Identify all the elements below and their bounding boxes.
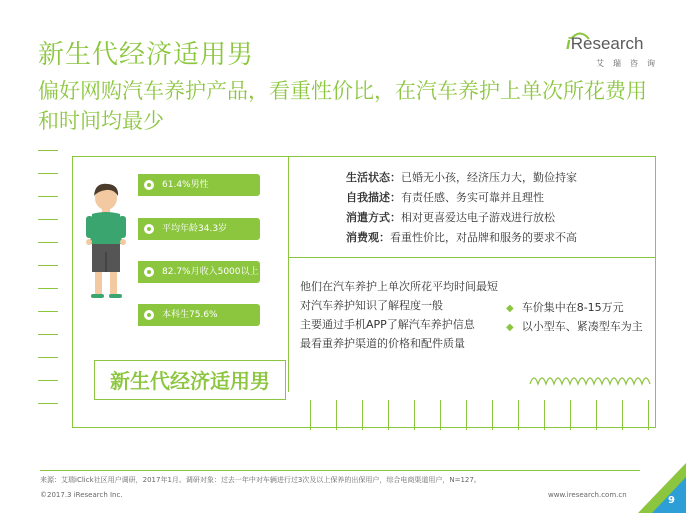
- stat-pill-gender: 61.4%男性: [138, 174, 260, 196]
- iresearch-logo: [566, 30, 662, 80]
- bullet-dot-icon: [144, 180, 154, 190]
- left-tick-decoration: [38, 150, 58, 426]
- vertical-lines-decoration: [310, 400, 650, 430]
- page-title: 新生代经济适用男: [38, 40, 255, 70]
- page-subtitle: 偏好网购汽车养护产品，看重性价比，在汽车养护上单次所花费用和时间均最少: [38, 79, 647, 133]
- corner-decoration: [638, 463, 686, 513]
- stat-pill-education: 本科生75.6%: [138, 304, 260, 326]
- attribute-row: 消遣方式：相对更喜爱达电子游戏进行放松: [346, 211, 555, 224]
- behavior-line: 对汽车养护知识了解程度一般: [300, 299, 443, 312]
- bullet-dot-icon: [144, 310, 154, 320]
- stat-pill-age: 平均年龄34.3岁: [138, 218, 260, 240]
- footer-divider: [40, 470, 640, 471]
- logo-subtext: 艾瑞咨询: [596, 59, 664, 68]
- bullet-dot-icon: [144, 267, 154, 277]
- website-url: www.iresearch.com.cn: [548, 491, 627, 499]
- frame-divider-horizontal: [288, 257, 656, 258]
- source-note: 来源：艾瑞iClick社区用户调研，2017年1月。调研对象：过去一年中对车辆进行过3次及以上保养的出保用户，综合电商渠道用户，N=127。: [40, 476, 481, 484]
- person-illustration: [84, 180, 128, 304]
- attribute-row: 消费观：看重性价比，对品牌和服务的要求不高: [346, 231, 577, 244]
- behavior-line: 主要通过手机APP了解汽车养护信息: [300, 318, 475, 331]
- stat-pill-income: 82.7%月收入5000以上: [138, 261, 260, 283]
- logo-text: iResearch: [566, 34, 644, 53]
- profile-label: 新生代经济适用男: [94, 360, 286, 400]
- car-bullet: ◆ 车价集中在8-15万元: [506, 301, 624, 314]
- page-number: 9: [668, 495, 675, 506]
- attribute-row: 自我描述：有责任感、务实可靠并且理性: [346, 191, 544, 204]
- copyright: ©2017.3 iResearch Inc.: [40, 491, 123, 499]
- diamond-icon: ◆: [506, 322, 514, 333]
- car-bullet: ◆ 以小型车、紧凑型车为主: [506, 320, 643, 333]
- wave-decoration: [528, 372, 652, 386]
- attribute-row: 生活状态：已婚无小孩，经济压力大，勤俭持家: [346, 171, 577, 184]
- diamond-icon: ◆: [506, 303, 514, 314]
- behavior-line: 他们在汽车养护上单次所花平均时间最短: [300, 280, 498, 293]
- frame-divider-vertical: [288, 156, 289, 392]
- behavior-line: 最看重养护渠道的价格和配件质量: [300, 337, 465, 350]
- bullet-dot-icon: [144, 224, 154, 234]
